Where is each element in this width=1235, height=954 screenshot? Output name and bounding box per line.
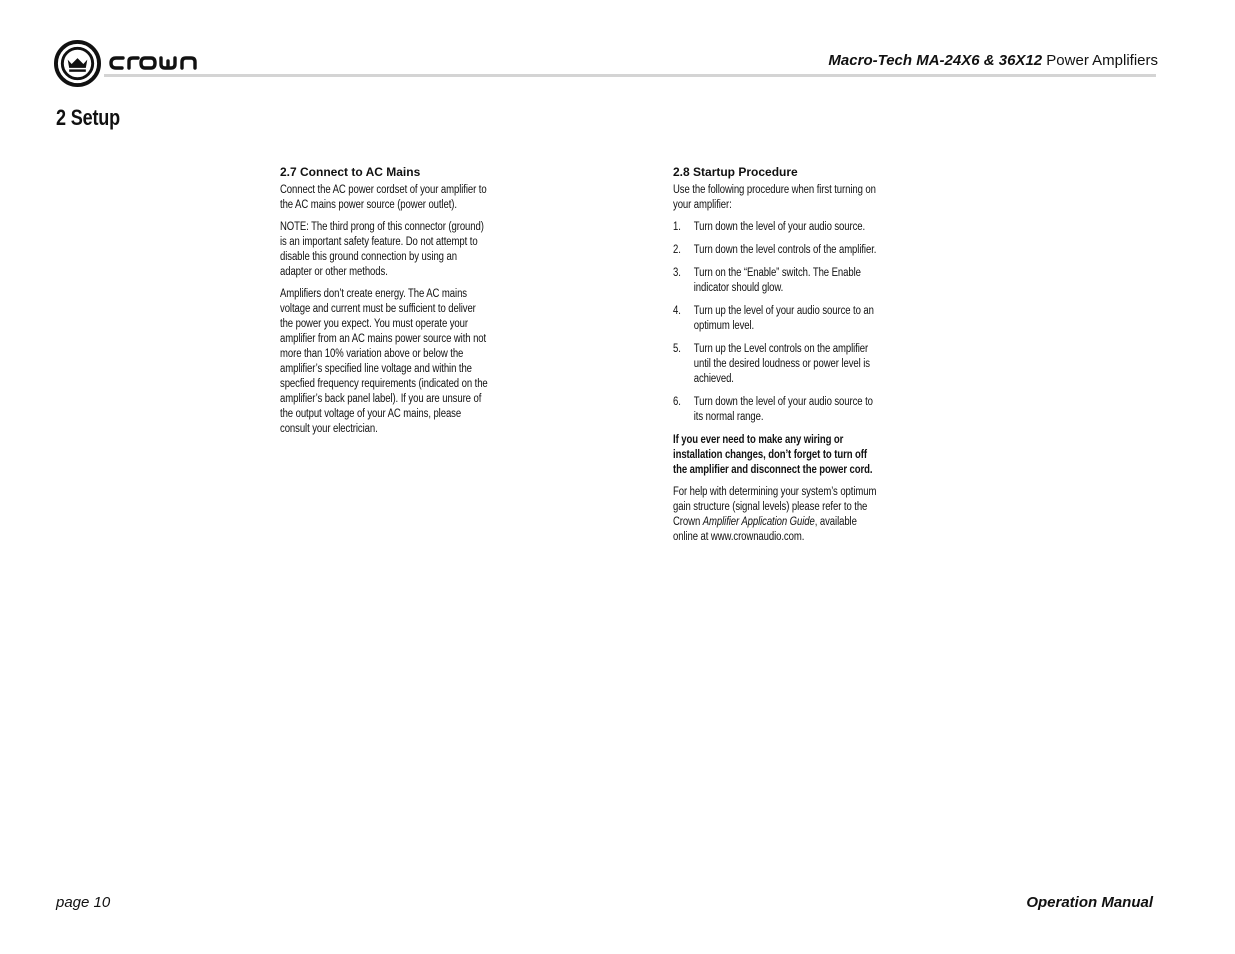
list-item — [673, 243, 882, 258]
list-item — [673, 342, 882, 387]
section-startup-procedure — [673, 165, 885, 552]
step-number: 5. — [673, 343, 681, 355]
paragraph: Amplifiers don’t create energy. The AC mains voltage and current must be sufficient to deliver the power you expect. You must operate your amplifier from an AC mains power source with not more than 10% variation above or below the amplifier’s specified line voltage and within the specfied frequency requirements (indicated on the amplifier’s back panel label). If you are unsure of the output voltage of your AC mains, please consult your electrician. — [280, 288, 488, 435]
step-number: 6. — [673, 396, 681, 408]
note-paragraph: NOTE: The third prong of this connector (ground) is an important safety feature. Do not attempt to disable this ground connection by using an adapter or other methods. — [280, 221, 484, 278]
help-paragraph — [673, 485, 882, 545]
list-item — [673, 266, 882, 296]
section-connect-ac-mains — [280, 165, 492, 444]
subsection-heading: 2.7 Connect to AC Mains — [280, 165, 421, 179]
help-text: For help with determining your system’s optimum gain structure (signal levels) please refer to the Crown — [673, 486, 877, 528]
step-text: Turn down the level of your audio source. — [693, 221, 866, 233]
list-item — [673, 304, 882, 334]
list-item — [673, 220, 882, 235]
steps-list — [673, 220, 885, 425]
footer-manual-title: Operation Manual — [1026, 894, 1153, 911]
list-item — [673, 395, 882, 425]
warning-paragraph: If you ever need to make any wiring or installation changes, don’t forget to turn off the amplifier and disconnect the power cord. — [673, 434, 873, 476]
step-text: Turn down the level of your audio source to its normal range. — [693, 396, 873, 423]
title-model: Macro-Tech MA-24X6 & 36X12 — [828, 52, 1043, 69]
header-divider — [104, 74, 1156, 77]
step-number: 2. — [673, 244, 681, 256]
step-text: Turn up the Level controls on the amplifier until the desired loudness or power level is achieved. — [693, 343, 870, 385]
title-suffix: Power Amplifiers — [1046, 52, 1158, 69]
step-number: 4. — [673, 305, 681, 317]
paragraph: Connect the AC power cordset of your amplifier to the AC mains power source (power outlet). — [280, 184, 487, 211]
step-text: Turn on the “Enable” switch. The Enable indicator should glow. — [693, 267, 861, 294]
intro-paragraph: Use the following procedure when first turning on your amplifier: — [673, 184, 876, 211]
step-text: Turn down the level controls of the amplifier. — [693, 244, 877, 256]
guide-title: Amplifier Application Guide — [702, 516, 815, 528]
crown-emblem-icon — [54, 40, 101, 87]
crown-wordmark-icon — [107, 52, 199, 74]
step-number: 3. — [673, 267, 681, 279]
subsection-heading: 2.8 Startup Procedure — [673, 165, 798, 179]
crown-logo — [54, 38, 199, 88]
document-title — [828, 52, 1158, 69]
help-text-end: , available online at www.crownaudio.com. — [673, 516, 857, 543]
step-number: 1. — [673, 221, 681, 233]
step-text: Turn up the level of your audio source to an optimum level. — [693, 305, 874, 332]
section-title: 2 Setup — [56, 105, 121, 130]
page-number: page 10 — [56, 894, 111, 911]
